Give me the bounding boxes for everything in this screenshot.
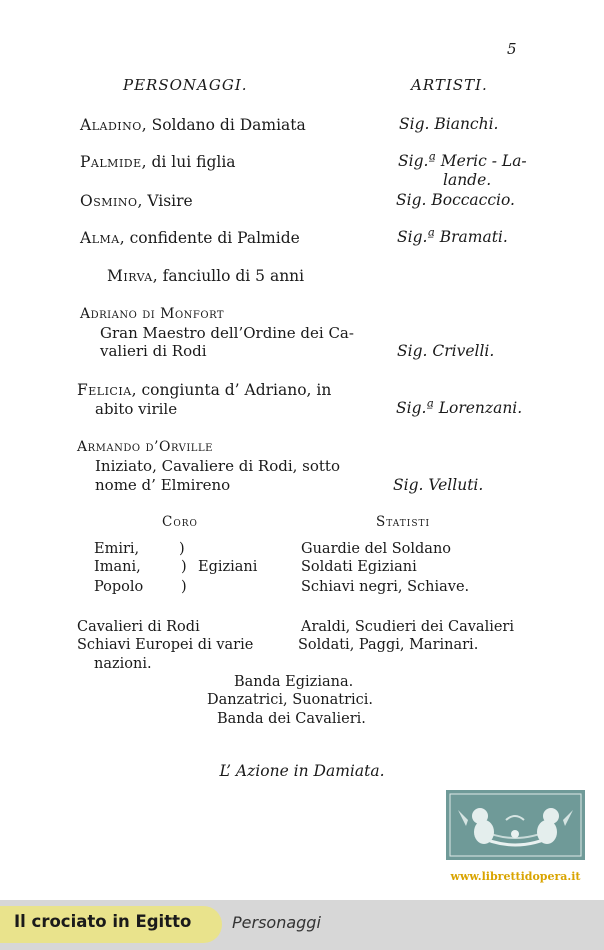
artist-adriano: Sig. Crivelli. xyxy=(397,342,495,360)
others-left-3: nazioni. xyxy=(94,656,152,672)
character-armando-desc2: nome d’ Elmireno xyxy=(95,476,231,494)
character-adriano-desc1: Gran Maestro dell’Ordine dei Ca- xyxy=(100,324,354,342)
artist-alma: Sig.ª Bramati. xyxy=(397,228,508,246)
character-osmino: Osmino, Visire xyxy=(80,192,193,210)
others-right-2: Soldati, Paggi, Marinari. xyxy=(298,637,479,653)
character-adriano-desc2: valieri di Rodi xyxy=(100,342,207,360)
header-personaggi: PERSONAGGI. xyxy=(123,76,248,94)
character-armando: Armando d’Orville xyxy=(77,439,213,455)
header-artisti: ARTISTI. xyxy=(411,76,488,94)
character-adriano: Adriano di Monfort xyxy=(80,306,225,322)
artist-osmino: Sig. Boccaccio. xyxy=(396,191,515,209)
statisti-item: Soldati Egiziani xyxy=(301,559,417,575)
statisti-heading: Statisti xyxy=(376,514,431,530)
cherubs-logo-image xyxy=(446,790,585,860)
page-number: 5 xyxy=(507,40,517,58)
artist-armando: Sig. Velluti. xyxy=(393,476,484,494)
website-link[interactable]: www.librettidopera.it xyxy=(450,870,581,883)
azione-setting: L’ Azione in Damiata. xyxy=(219,762,385,780)
band-line: Danzatrici, Suonatrici. xyxy=(207,692,374,708)
coro-item: Popolo xyxy=(94,579,144,595)
others-left-2: Schiavi Europei di varie xyxy=(77,637,254,653)
coro-item: Emiri, xyxy=(94,541,140,557)
character-armando-desc1: Iniziato, Cavaliere di Rodi, sotto xyxy=(95,457,340,475)
artist-aladino: Sig. Bianchi. xyxy=(399,115,499,133)
band-line: Banda dei Cavalieri. xyxy=(217,711,366,727)
others-right-1: Araldi, Scudieri dei Cavalieri xyxy=(301,619,515,635)
coro-group-label: Egiziani xyxy=(198,559,258,575)
artist-palmide: Sig.ª Meric - La- xyxy=(398,152,527,170)
others-left-1: Cavalieri di Rodi xyxy=(77,619,200,635)
coro-bracket: ) xyxy=(179,541,185,557)
character-palmide: Palmide, di lui figlia xyxy=(80,153,236,171)
character-alma: Alma, confidente di Palmide xyxy=(80,229,300,247)
character-felicia: Felicia, congiunta d’ Adriano, in xyxy=(77,381,332,399)
footer-section-name: Personaggi xyxy=(232,913,321,932)
coro-bracket: ) xyxy=(181,579,187,595)
statisti-item: Schiavi negri, Schiave. xyxy=(301,579,470,595)
coro-item: Imani, xyxy=(94,559,141,575)
character-mirva: Mirva, fanciullo di 5 anni xyxy=(107,267,305,285)
footer-opera-title: Il crociato in Egitto xyxy=(14,912,192,931)
artist-palmide-cont: lande. xyxy=(443,171,492,189)
statisti-item: Guardie del Soldano xyxy=(301,541,452,557)
character-felicia-desc2: abito virile xyxy=(95,400,178,418)
character-aladino: Aladino, Soldano di Damiata xyxy=(80,116,306,134)
artist-felicia: Sig.ª Lorenzani. xyxy=(396,399,523,417)
band-line: Banda Egiziana. xyxy=(234,674,354,690)
coro-bracket: ) xyxy=(181,559,187,575)
coro-heading: Coro xyxy=(162,514,198,530)
